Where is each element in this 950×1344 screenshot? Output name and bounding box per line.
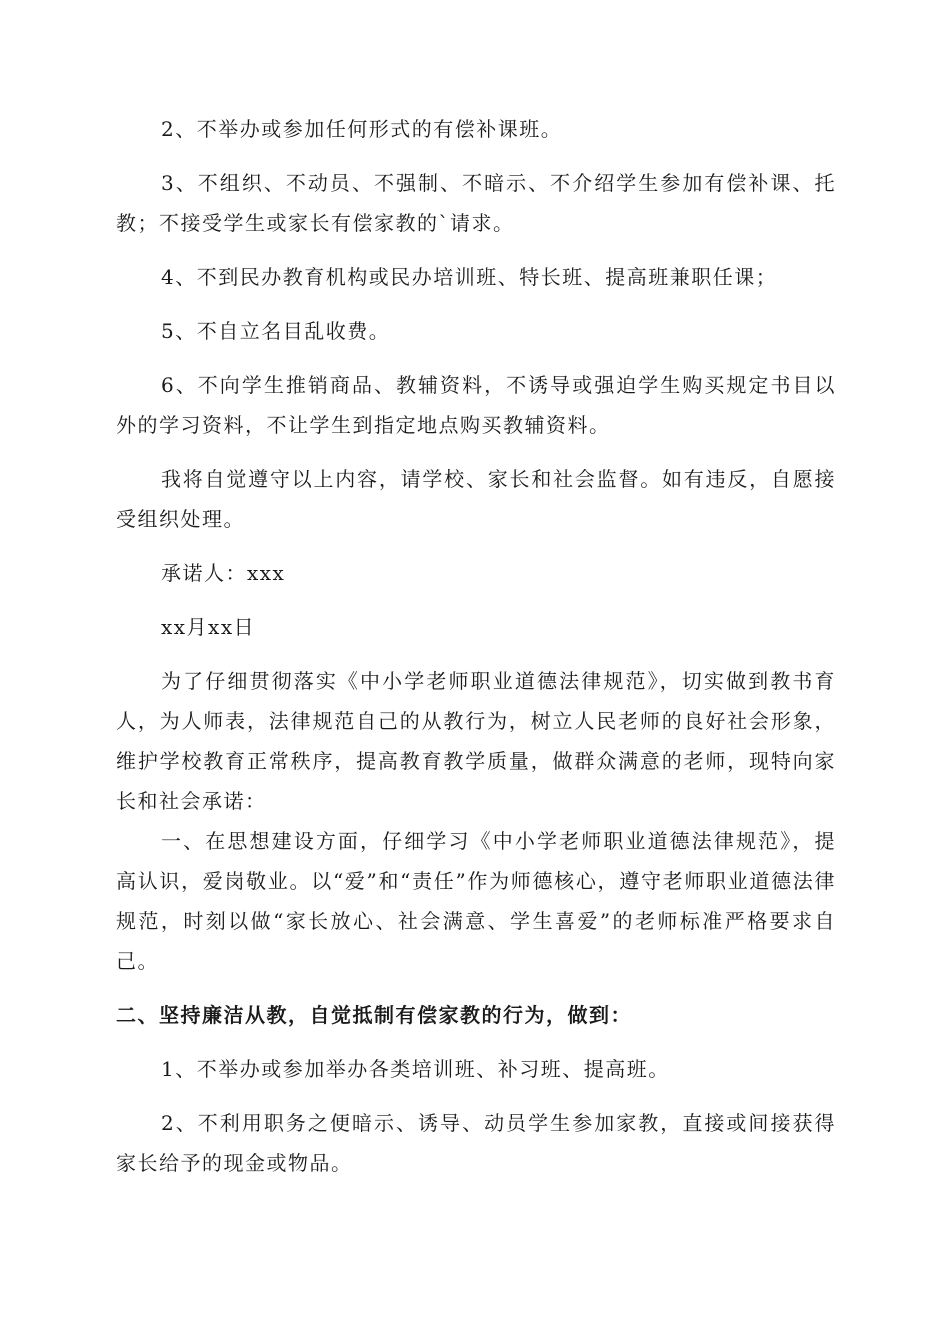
paragraph-pledge-statement: 我将自觉遵守以上内容，请学校、家长和社会监督。如有违反，自愿接受组织处理。 [116,467,836,531]
paragraph-item-5: 5、不自立名目乱收费。 [161,319,391,343]
signature-line: 承诺人：xxx [161,561,286,585]
date-line: xx月xx日 [161,615,256,639]
section-heading-two: 二、坚持廉洁从教，自觉抵制有偿家教的行为，做到： [116,1003,632,1027]
paragraph-item-1-b: 1、不举办或参加举办各类培训班、补习班、提高班。 [161,1057,670,1081]
paragraph-section-one: 一、在思想建设方面，仔细学习《中小学老师职业道德法律规范》，提高认识，爱岗敬业。以“爱”和“责任”作为师德核心，遵守老师职业道德法律规范，时刻以做“家长放心、社会满意、学生喜爱”的老师标准严格要求自己。 [116,829,836,973]
paragraph-item-6: 6、不向学生推销商品、教辅资料，不诱导或强迫学生购买规定书目以外的学习资料，不让学生到指定地点购买教辅资料。 [116,373,836,437]
paragraph-item-4: 4、不到民办教育机构或民办培训班、特长班、提高班兼职任课； [161,265,778,289]
paragraph-item-3: 3、不组织、不动员、不强制、不暗示、不介绍学生参加有偿补课、托教；不接受学生或家长有偿家教的`请求。 [116,171,836,235]
paragraph-intro: 为了仔细贯彻落实《中小学老师职业道德法律规范》，切实做到教书育人，为人师表，法律规范自己的从教行为，树立人民老师的良好社会形象，维护学校教育正常秩序，提高教育教学质量，做群众满意的老师，现特向家长和社会承诺： [116,669,836,813]
paragraph-item-2: 2、不举办或参加任何形式的有偿补课班。 [161,117,563,141]
paragraph-item-2-b: 2、不利用职务之便暗示、诱导、动员学生参加家教，直接或间接获得家长给予的现金或物品。 [116,1111,836,1175]
